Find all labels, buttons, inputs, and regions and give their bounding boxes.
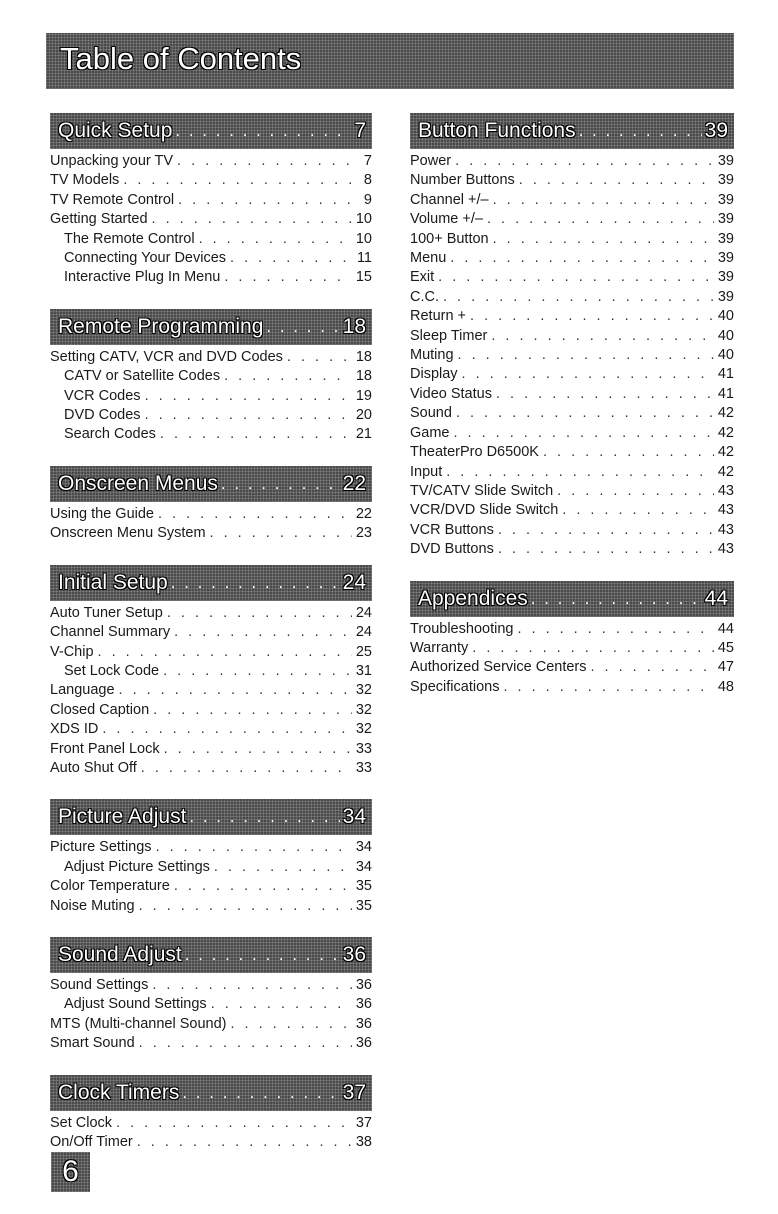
dot-leader xyxy=(450,249,714,268)
toc-subentry[interactable] xyxy=(50,387,372,406)
entry-label: VCR Buttons xyxy=(410,521,494,538)
entry-label: TV Models xyxy=(50,172,120,189)
entry-page: 45 xyxy=(717,639,734,656)
dot-leader xyxy=(498,540,714,559)
toc-entry[interactable] xyxy=(410,288,734,307)
dot-leader xyxy=(214,858,352,877)
right-column xyxy=(410,113,734,718)
entry-label: Troubleshooting xyxy=(410,620,514,637)
section-header[interactable] xyxy=(50,113,372,149)
dot-leader xyxy=(211,995,352,1014)
entry-page: 39 xyxy=(717,269,734,286)
toc-entry[interactable] xyxy=(50,623,372,642)
toc-entry[interactable] xyxy=(410,268,734,287)
section-page: 7 xyxy=(354,119,366,142)
section-header[interactable] xyxy=(50,565,372,601)
dot-leader xyxy=(139,897,352,916)
toc-entry[interactable] xyxy=(50,877,372,896)
dot-leader xyxy=(153,701,352,720)
entry-label: Adjust Sound Settings xyxy=(64,996,207,1013)
toc-entry[interactable] xyxy=(50,976,372,995)
dot-leader xyxy=(287,348,352,367)
dot-leader xyxy=(470,307,714,326)
entry-page: 10 xyxy=(355,230,372,247)
toc-entry[interactable] xyxy=(410,620,734,639)
dot-leader xyxy=(462,365,714,384)
dot-leader xyxy=(579,121,702,149)
entry-page: 35 xyxy=(355,897,372,914)
dot-leader xyxy=(455,152,714,171)
toc-entry[interactable] xyxy=(50,643,372,662)
entry-label: VCR/DVD Slide Switch xyxy=(410,502,559,519)
entry-label: Search Codes xyxy=(64,426,156,443)
entry-page: 43 xyxy=(717,541,734,558)
entry-page: 10 xyxy=(355,211,372,228)
dot-leader xyxy=(496,385,714,404)
entry-page: 22 xyxy=(355,505,372,522)
entry-page: 41 xyxy=(717,385,734,402)
toc-entry[interactable] xyxy=(410,463,734,482)
entry-label: Auto Shut Off xyxy=(50,759,137,776)
toc-entry[interactable] xyxy=(410,230,734,249)
section-page: 24 xyxy=(342,570,366,594)
entry-page: 42 xyxy=(717,444,734,461)
section-page: 37 xyxy=(342,1080,366,1104)
toc-section-quick-setup xyxy=(50,113,372,288)
entry-label: Auto Tuner Setup xyxy=(50,604,163,621)
toc-subentry[interactable] xyxy=(50,425,372,444)
toc-entry[interactable] xyxy=(50,210,372,229)
entry-label: Noise Muting xyxy=(50,897,135,914)
toc-entry[interactable] xyxy=(410,152,734,171)
toc-entry[interactable] xyxy=(50,759,372,778)
entry-page: 39 xyxy=(717,191,734,208)
dot-leader xyxy=(231,1015,352,1034)
entry-page: 43 xyxy=(717,521,734,538)
entry-page: 33 xyxy=(355,759,372,776)
dot-leader xyxy=(145,406,352,425)
dot-leader xyxy=(163,662,352,681)
toc-entry[interactable] xyxy=(410,521,734,540)
toc-entry[interactable] xyxy=(410,210,734,229)
dot-leader xyxy=(230,249,353,268)
section-title: Button Functions xyxy=(418,119,576,142)
page-number-badge xyxy=(51,1152,90,1192)
toc-subentry[interactable] xyxy=(50,249,372,268)
dot-leader xyxy=(591,658,714,677)
toc-entry[interactable] xyxy=(410,404,734,423)
dot-leader xyxy=(557,482,714,501)
entry-label: Return + xyxy=(410,308,467,325)
toc-entry[interactable] xyxy=(410,424,734,443)
toc-section-remote-programming xyxy=(50,309,372,445)
entry-label: MTS (Multi-channel Sound) xyxy=(50,1015,227,1032)
dot-leader xyxy=(174,877,352,896)
entry-page: 39 xyxy=(717,211,734,228)
entry-page: 39 xyxy=(717,250,734,267)
page-number: 6 xyxy=(62,1155,79,1188)
entry-label: Menu xyxy=(410,250,447,267)
dot-leader xyxy=(266,317,339,345)
toc-section-button-functions xyxy=(410,113,734,560)
toc-entry[interactable] xyxy=(410,307,734,326)
entry-label: Number Buttons xyxy=(410,172,515,189)
section-title: Clock Timers xyxy=(58,1080,180,1104)
dot-leader xyxy=(543,443,714,462)
entry-label: Channel +/– xyxy=(410,191,489,208)
toc-section-clock-timers xyxy=(50,1075,372,1153)
dot-leader xyxy=(210,524,352,543)
dot-leader xyxy=(493,230,714,249)
entry-label: Language xyxy=(50,682,115,699)
section-header[interactable] xyxy=(410,581,734,617)
entry-label: Picture Settings xyxy=(50,839,152,856)
dot-leader xyxy=(123,171,360,190)
dot-leader xyxy=(145,387,352,406)
toc-entry[interactable] xyxy=(50,897,372,916)
dot-leader xyxy=(458,346,714,365)
entry-page: 39 xyxy=(717,153,734,169)
entry-label: Sound Settings xyxy=(50,976,149,993)
entry-page: 34 xyxy=(355,858,372,875)
toc-entry[interactable] xyxy=(410,482,734,501)
toc-entry[interactable] xyxy=(410,385,734,404)
entry-page: 7 xyxy=(363,153,372,169)
dot-leader xyxy=(160,425,352,444)
entry-label: VCR Codes xyxy=(64,387,141,404)
entry-page: 40 xyxy=(717,308,734,325)
dot-leader xyxy=(224,367,352,386)
entry-label: Sound xyxy=(410,405,452,422)
section-header[interactable] xyxy=(410,113,734,149)
dot-leader xyxy=(224,268,351,287)
entry-page: 48 xyxy=(717,678,734,695)
toc-entry[interactable] xyxy=(410,678,734,697)
toc-entry[interactable] xyxy=(410,501,734,520)
toc-section-sound-adjust xyxy=(50,937,372,1054)
dot-leader xyxy=(182,1083,339,1111)
entry-page: 40 xyxy=(717,327,734,344)
entry-label: DVD Codes xyxy=(64,407,141,424)
entry-label: Getting Started xyxy=(50,211,148,228)
entry-label: Volume +/– xyxy=(410,211,483,228)
dot-leader xyxy=(156,838,352,857)
dot-leader xyxy=(119,681,352,700)
entry-label: Onscreen Menu System xyxy=(50,525,206,542)
dot-leader xyxy=(164,740,352,759)
toc-entry[interactable] xyxy=(410,365,734,384)
toc-entry[interactable] xyxy=(50,348,372,367)
entry-page: 18 xyxy=(355,348,372,365)
entry-page: 24 xyxy=(355,604,372,621)
toc-subentry[interactable] xyxy=(50,662,372,681)
entry-page: 41 xyxy=(717,366,734,383)
entry-page: 44 xyxy=(717,620,734,637)
page-title: Table of Contents xyxy=(60,41,302,76)
entry-page: 32 xyxy=(355,701,372,718)
entry-label: TV Remote Control xyxy=(50,191,175,208)
dot-leader xyxy=(454,424,714,443)
dot-leader xyxy=(98,643,352,662)
entry-page: 47 xyxy=(717,659,734,676)
section-page: 44 xyxy=(704,586,728,610)
entry-page: 23 xyxy=(355,525,372,542)
entry-label: Set Clock xyxy=(50,1114,113,1131)
entry-label: 100+ Button xyxy=(410,230,489,247)
toc-entry[interactable] xyxy=(50,1133,372,1152)
entry-page: 20 xyxy=(355,407,372,424)
entry-label: Interactive Plug In Menu xyxy=(64,269,221,286)
entry-label: Warranty xyxy=(410,639,469,656)
dot-leader xyxy=(517,620,713,639)
dot-leader xyxy=(158,505,352,524)
dot-leader xyxy=(503,678,713,697)
entry-label: Unpacking your TV xyxy=(50,153,174,169)
dot-leader xyxy=(102,720,352,739)
section-header[interactable] xyxy=(50,799,372,835)
toc-entry[interactable] xyxy=(410,346,734,365)
toc-entry[interactable] xyxy=(50,191,372,210)
entry-label: Sleep Timer xyxy=(410,327,488,344)
toc-entry[interactable] xyxy=(50,740,372,759)
toc-entry[interactable] xyxy=(410,327,734,346)
entry-label: Using the Guide xyxy=(50,505,154,522)
entry-page: 36 xyxy=(355,976,372,993)
toc-subentry[interactable] xyxy=(50,995,372,1014)
entry-page: 32 xyxy=(355,721,372,738)
entry-label: TV/CATV Slide Switch xyxy=(410,482,554,499)
toc-section-initial-setup xyxy=(50,565,372,779)
entry-label: Exit xyxy=(410,269,435,286)
dot-leader xyxy=(456,404,714,423)
entry-page: 42 xyxy=(717,463,734,480)
toc-entry[interactable] xyxy=(50,838,372,857)
entry-page: 40 xyxy=(717,347,734,364)
entry-label: Connecting Your Devices xyxy=(64,250,227,267)
dot-leader xyxy=(491,327,713,346)
entry-label: CATV or Satellite Codes xyxy=(64,368,221,385)
entry-page: 35 xyxy=(355,878,372,895)
entry-label: Setting CATV, VCR and DVD Codes xyxy=(50,348,283,365)
toc-entry[interactable] xyxy=(50,604,372,623)
entry-page: 11 xyxy=(356,250,372,267)
toc-entry[interactable] xyxy=(410,191,734,210)
section-header[interactable] xyxy=(50,466,372,502)
dot-leader xyxy=(446,463,714,482)
section-title: Onscreen Menus xyxy=(58,471,218,495)
toc-subentry[interactable] xyxy=(50,230,372,249)
entry-label: Power xyxy=(410,153,452,169)
toc-subentry[interactable] xyxy=(50,268,372,287)
toc-entry[interactable] xyxy=(410,639,734,658)
entry-label: Video Status xyxy=(410,385,492,402)
dot-leader xyxy=(498,521,714,540)
section-title: Sound Adjust xyxy=(58,942,182,966)
entry-label: The Remote Control xyxy=(64,230,195,247)
section-page: 34 xyxy=(342,805,366,829)
entry-label: C.C. xyxy=(410,288,439,305)
dot-leader xyxy=(152,976,352,995)
toc-entry[interactable] xyxy=(410,540,734,559)
toc-section-appendices xyxy=(410,581,734,698)
entry-page: 18 xyxy=(355,368,372,385)
toc-entry[interactable] xyxy=(410,443,734,462)
toc-entry[interactable] xyxy=(50,524,372,543)
toc-entry[interactable] xyxy=(50,171,372,190)
toc-entry[interactable] xyxy=(50,1114,372,1133)
entry-label: Specifications xyxy=(410,678,500,695)
entry-page: 36 xyxy=(355,1035,372,1052)
dot-leader xyxy=(487,210,714,229)
section-title: Quick Setup xyxy=(58,119,173,142)
entry-label: Authorized Service Centers xyxy=(410,659,587,676)
entry-page: 19 xyxy=(355,387,372,404)
entry-page: 21 xyxy=(355,426,372,443)
dot-leader xyxy=(177,152,360,171)
dot-leader xyxy=(443,288,714,307)
entry-label: Muting xyxy=(410,347,454,364)
dot-leader xyxy=(167,604,352,623)
entry-label: XDS ID xyxy=(50,721,99,738)
section-page: 36 xyxy=(342,942,366,966)
toc-entry[interactable] xyxy=(50,701,372,720)
toc-entry[interactable] xyxy=(50,720,372,739)
toc-section-onscreen-menus xyxy=(50,466,372,544)
dot-leader xyxy=(189,807,339,835)
dot-leader xyxy=(199,230,352,249)
dot-leader xyxy=(438,268,714,287)
toc-entry[interactable] xyxy=(50,681,372,700)
left-column xyxy=(50,113,372,1173)
entry-page: 32 xyxy=(355,682,372,699)
entry-label: Smart Sound xyxy=(50,1035,135,1052)
dot-leader xyxy=(171,573,340,601)
entry-label: TheaterPro D6500K xyxy=(410,444,539,461)
entry-page: 15 xyxy=(355,269,372,286)
entry-page: 39 xyxy=(717,288,734,305)
toc-section-picture-adjust xyxy=(50,799,372,916)
title-banner xyxy=(46,33,734,89)
section-header[interactable] xyxy=(50,937,372,973)
section-header[interactable] xyxy=(50,309,372,345)
toc-subentry[interactable] xyxy=(50,858,372,877)
dot-leader xyxy=(137,1133,352,1152)
entry-label: Color Temperature xyxy=(50,878,170,895)
entry-page: 37 xyxy=(355,1114,372,1131)
toc-entry[interactable] xyxy=(410,658,734,677)
entry-label: DVD Buttons xyxy=(410,541,494,558)
entry-page: 34 xyxy=(355,839,372,856)
entry-page: 43 xyxy=(717,502,734,519)
entry-page: 43 xyxy=(717,482,734,499)
section-page: 39 xyxy=(704,119,728,142)
dot-leader xyxy=(174,623,352,642)
toc-subentry[interactable] xyxy=(50,367,372,386)
toc-entry[interactable] xyxy=(50,505,372,524)
section-title: Remote Programming xyxy=(58,314,264,338)
dot-leader xyxy=(141,759,352,778)
dot-leader xyxy=(178,191,360,210)
entry-label: Input xyxy=(410,463,443,480)
entry-label: Closed Caption xyxy=(50,701,150,718)
section-header[interactable] xyxy=(50,1075,372,1111)
entry-label: V-Chip xyxy=(50,643,94,660)
dot-leader xyxy=(493,191,714,210)
dot-leader xyxy=(562,501,714,520)
entry-label: Set Lock Code xyxy=(64,662,160,679)
toc-entry[interactable] xyxy=(50,1034,372,1053)
section-title: Initial Setup xyxy=(58,570,168,594)
entry-label: Channel Summary xyxy=(50,624,171,641)
toc-entry[interactable] xyxy=(50,1015,372,1034)
entry-page: 33 xyxy=(355,740,372,757)
dot-leader xyxy=(152,210,352,229)
entry-page: 25 xyxy=(355,643,372,660)
section-title: Picture Adjust xyxy=(58,805,187,829)
dot-leader xyxy=(116,1114,352,1133)
entry-page: 39 xyxy=(717,230,734,247)
section-page: 22 xyxy=(342,471,366,495)
entry-label: Display xyxy=(410,366,458,383)
dot-leader xyxy=(185,945,340,973)
entry-page: 42 xyxy=(717,405,734,422)
entry-page: 31 xyxy=(355,662,372,679)
entry-page: 36 xyxy=(355,1015,372,1032)
dot-leader xyxy=(519,171,714,190)
dot-leader xyxy=(139,1034,352,1053)
entry-label: Game xyxy=(410,424,450,441)
entry-page: 9 xyxy=(363,191,372,208)
toc-subentry[interactable] xyxy=(50,406,372,425)
dot-leader xyxy=(531,589,702,617)
section-page: 18 xyxy=(342,314,366,338)
dot-leader xyxy=(175,121,351,149)
toc-entry[interactable] xyxy=(50,152,372,171)
dot-leader xyxy=(221,474,340,502)
entry-label: On/Off Timer xyxy=(50,1134,133,1150)
entry-label: Front Panel Lock xyxy=(50,740,160,757)
entry-page: 8 xyxy=(363,172,372,189)
toc-entry[interactable] xyxy=(410,249,734,268)
dot-leader xyxy=(472,639,714,658)
toc-entry[interactable] xyxy=(410,171,734,190)
entry-page: 39 xyxy=(717,172,734,189)
entry-label: Adjust Picture Settings xyxy=(64,858,210,875)
entry-page: 38 xyxy=(355,1134,372,1150)
entry-page: 42 xyxy=(717,424,734,441)
entry-page: 24 xyxy=(355,624,372,641)
entry-page: 36 xyxy=(355,996,372,1013)
section-title: Appendices xyxy=(418,586,528,610)
